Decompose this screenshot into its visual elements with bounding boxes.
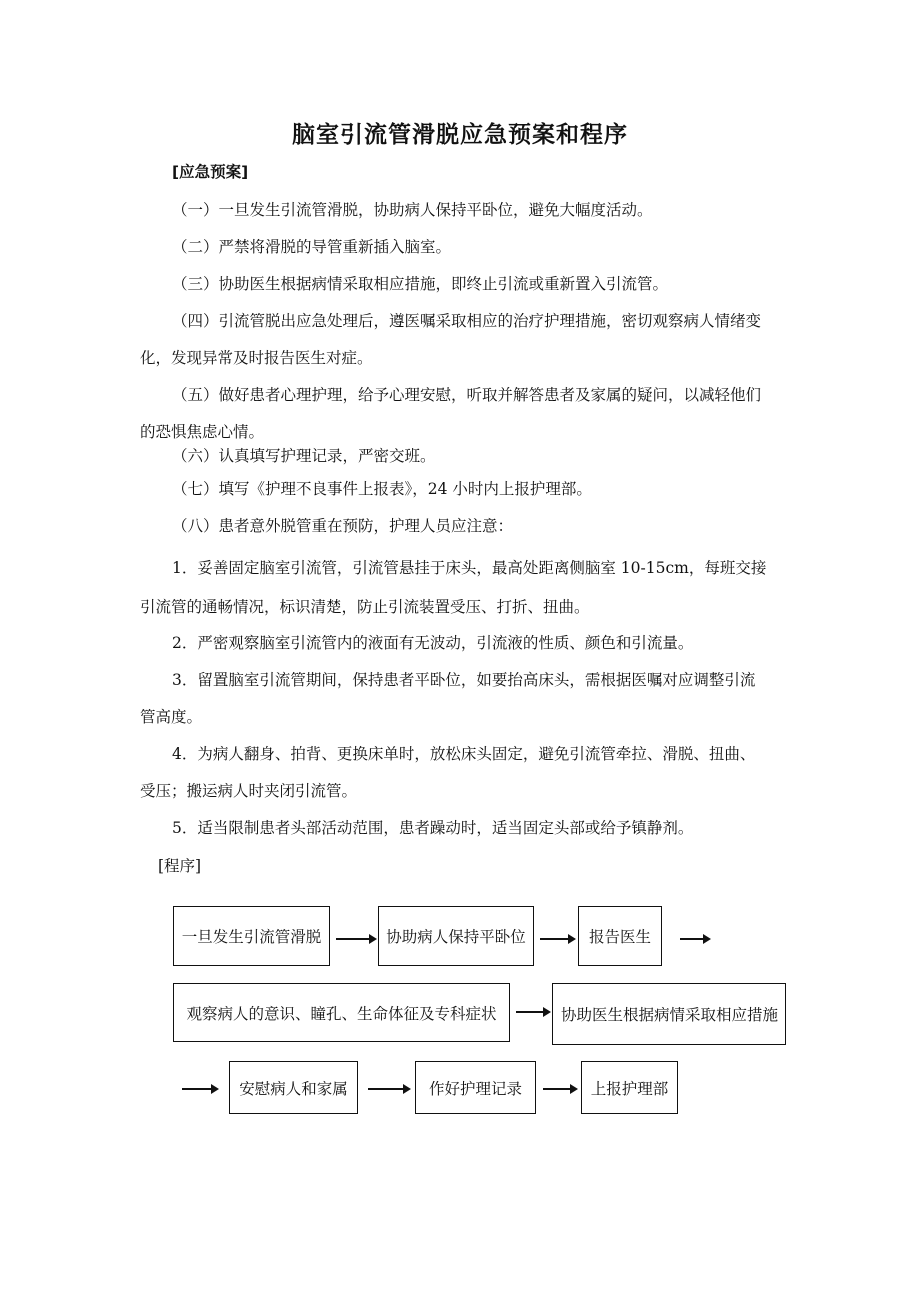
flow-step-4-label: 观察病人的意识、瞳孔、生命体征及专科症状 [186,1004,497,1023]
flow-step-7 [415,1061,536,1114]
flow-step-3 [578,906,662,966]
flow-arrow-3 [680,938,704,940]
note-3-line2: 管高度。 [140,708,203,726]
flow-step-6-label: 安慰病人和家属 [239,1079,348,1098]
flow-step-2-label: 协助病人保持平卧位 [386,928,526,946]
note-1-line2: 引流管的通畅情况，标识清楚，防止引流装置受压、打折、扭曲。 [140,598,590,616]
flow-arrow-5 [182,1088,212,1090]
plan-item-5-line1: （五）做好患者心理护理，给予心理安慰，听取并解答患者及家属的疑问，以减轻他们 [172,386,762,404]
flow-arrow-1 [336,938,370,940]
note-5: 5．适当限制患者头部活动范围，患者躁动时，适当固定头部或给予镇静剂。 [172,819,694,837]
plan-item-7: （七）填写《护理不良事件上报表》，24 小时内上报护理部。 [172,480,592,498]
page-title: 脑室引流管滑脱应急预案和程序 [292,122,628,148]
plan-item-5-line2: 的恐惧焦虑心情。 [140,423,265,441]
flow-arrow-4 [516,1011,544,1013]
plan-item-2: （二）严禁将滑脱的导管重新插入脑室。 [172,238,452,256]
flow-step-5 [552,983,786,1045]
flow-step-2 [378,906,534,966]
flow-step-4 [173,983,510,1042]
flow-step-6 [229,1061,358,1114]
flow-step-7-label: 作好护理记录 [428,1079,522,1098]
plan-item-4-line2: 化，发现异常及时报告医生对症。 [140,349,373,367]
flow-step-8-label: 上报护理部 [590,1079,669,1098]
note-4-line1: 4．为病人翻身、拍背、更换床单时，放松床头固定，避免引流管牵拉、滑脱、扭曲、 [172,745,756,763]
flow-step-1 [173,906,330,966]
note-4-line2: 受压；搬运病人时夹闭引流管。 [140,782,358,800]
flow-step-8 [581,1061,678,1114]
plan-item-1: （一）一旦发生引流管滑脱，协助病人保持平卧位，避免大幅度活动。 [172,201,653,219]
flow-arrow-6 [368,1088,404,1090]
note-2: 2．严密观察脑室引流管内的液面有无波动，引流液的性质、颜色和引流量。 [172,634,694,652]
flow-arrow-2 [540,938,569,940]
plan-item-3: （三）协助医生根据病情采取相应措施，即终止引流或重新置入引流管。 [172,275,669,293]
flow-arrow-7 [543,1088,571,1090]
plan-item-6: （六）认真填写护理记录，严密交班。 [172,447,436,465]
plan-item-8: （八）患者意外脱管重在预防，护理人员应注意： [172,517,514,535]
plan-item-4-line1: （四）引流管脱出应急处理后，遵医嘱采取相应的治疗护理措施，密切观察病人情绪变 [172,312,762,330]
note-3-line1: 3．留置脑室引流管期间，保持患者平卧位，如要抬高床头，需根据医嘱对应调整引流 [172,671,756,689]
note-1-line1: 1．妥善固定脑室引流管，引流管悬挂于床头，最高处距离侧脑室 10-15cm，每班交接 [172,559,767,577]
flow-step-1-label: 一旦发生引流管滑脱 [181,928,322,946]
plan-heading: [应急预案] [172,163,249,181]
flow-step-5-label: 协助医生根据病情采取相应措施 [561,1006,779,1024]
flow-step-3-label: 报告医生 [588,928,651,946]
procedure-heading: [程序] [158,857,202,875]
